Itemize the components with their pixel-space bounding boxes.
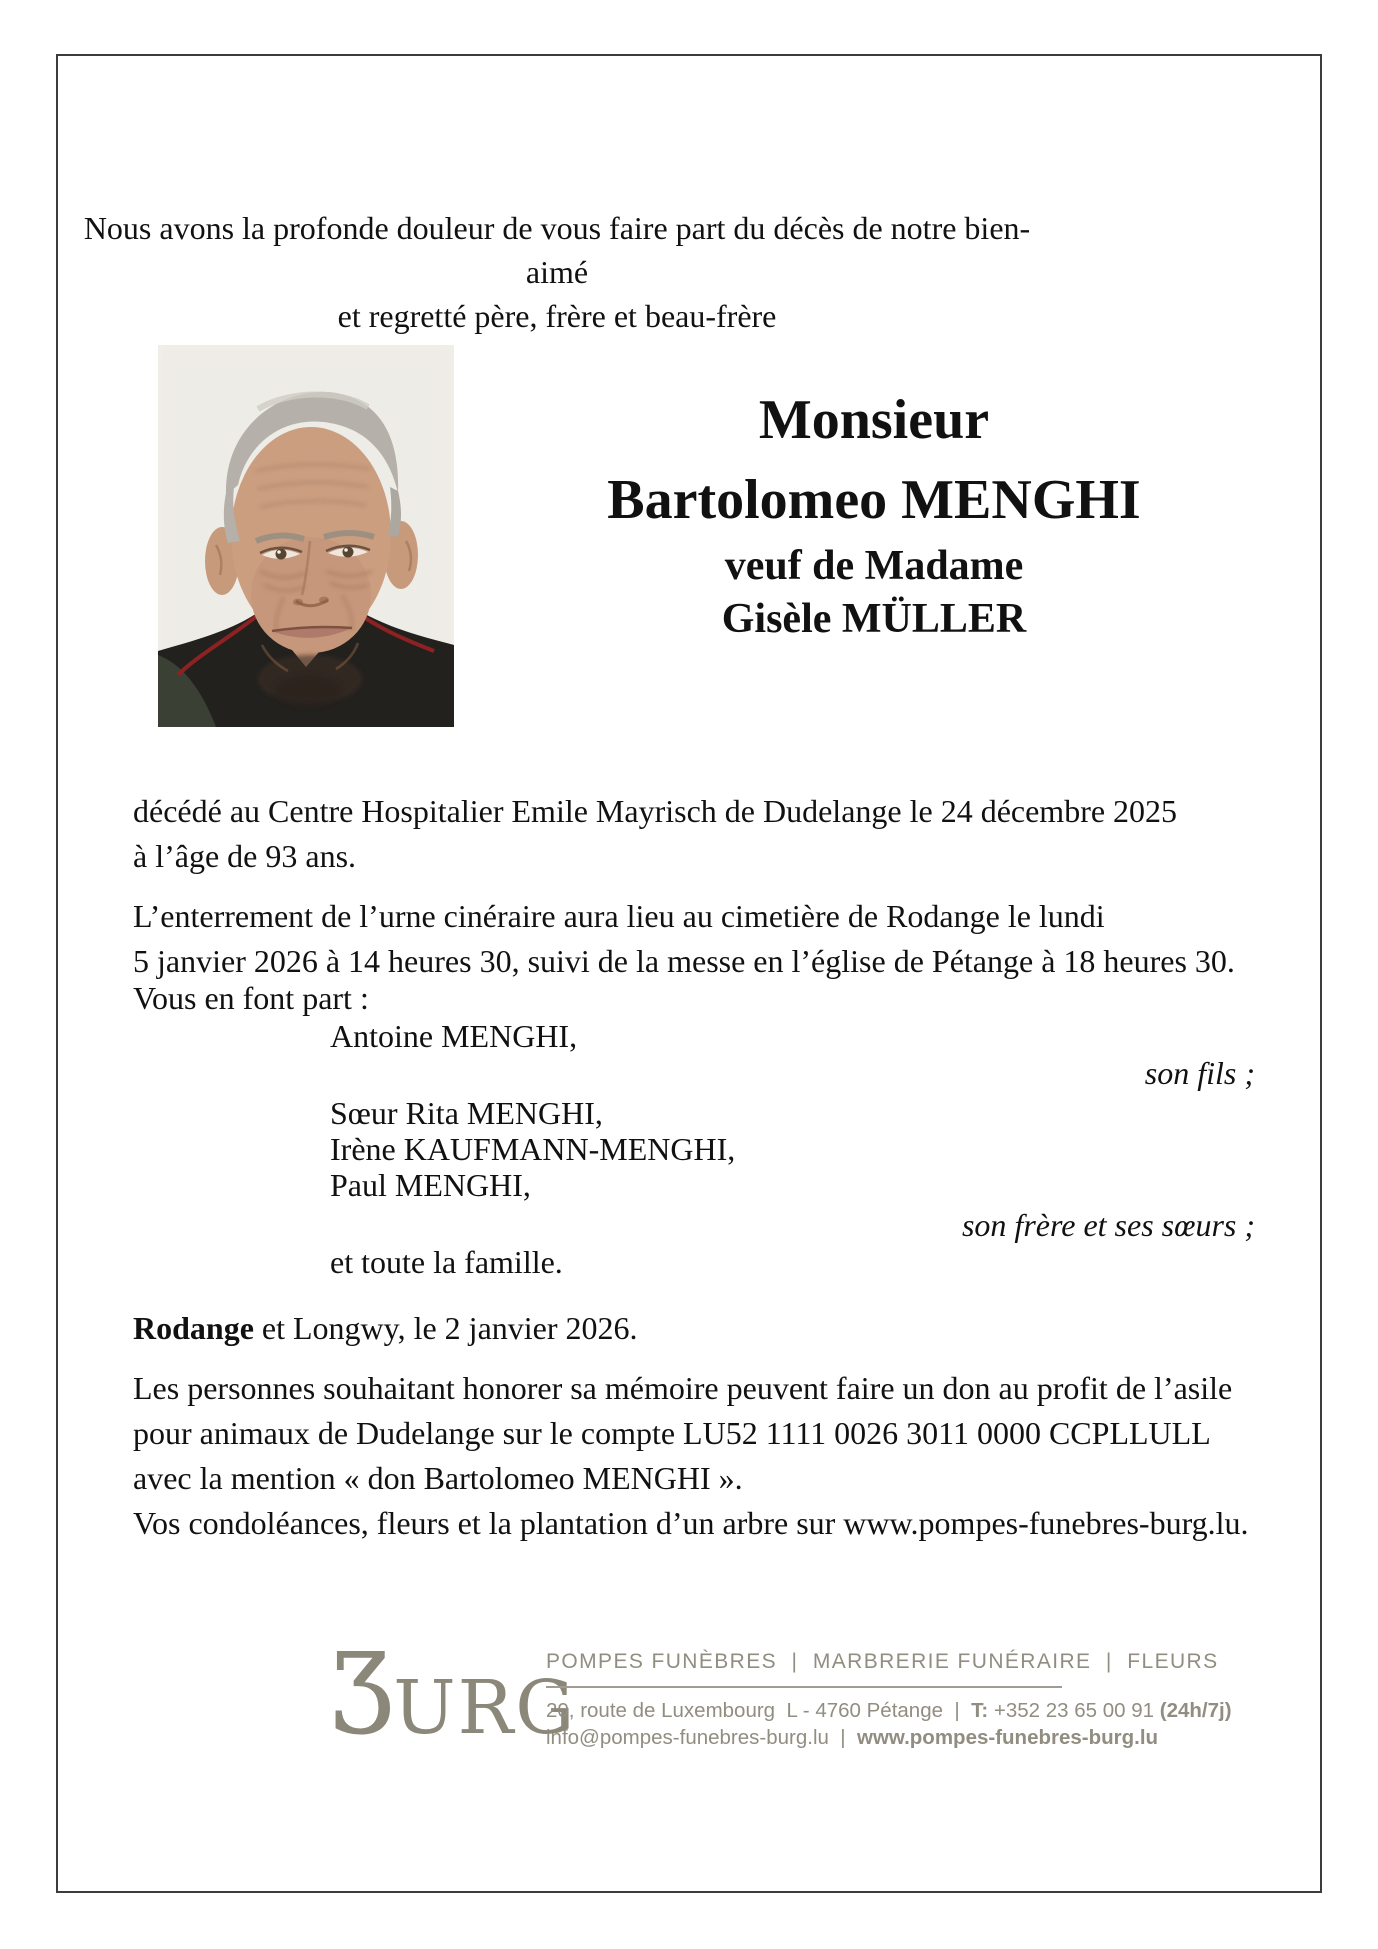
footer-website: www.pompes-funebres-burg.lu (857, 1726, 1159, 1749)
death-line-2: à l’âge de 93 ans. (133, 838, 357, 874)
burg-logo-glyph: Ʒ (330, 1630, 394, 1760)
family-son: Antoine MENGHI, (330, 1018, 578, 1054)
condolences-line: Vos condoléances, fleurs et la plantation d’un arbre sur www.pompes-funebres-burg.lu. (133, 1505, 1249, 1541)
family-sister2: Irène KAUFMANN-MENGHI, (330, 1131, 736, 1167)
place-date-rest: et Longwy, le 2 janvier 2026. (253, 1310, 638, 1346)
place-date-line (133, 1306, 638, 1351)
portrait-photo (158, 345, 454, 727)
deceased-name: Bartolomeo MENGHI (607, 469, 1141, 531)
deceased-salutation: Monsieur (758, 389, 990, 451)
burg-logo (330, 1630, 577, 1760)
family-rest: et toute la famille. (330, 1244, 563, 1280)
spouse-name: Gisèle MÜLLER (721, 596, 1027, 642)
family-son-relation: son fils ; (1144, 1055, 1255, 1091)
donation-line-1: Les personnes souhaitant honorer sa mémoire peuvent faire un don au profit de l’asile (133, 1370, 1233, 1406)
footer-separator-line (546, 1686, 1062, 1688)
family-sister1: Sœur Rita MENGHI, (330, 1095, 603, 1131)
burial-line-2: 5 janvier 2026 à 14 heures 30, suivi de la messe en l’église de Pétange à 18 heures 30. (133, 943, 1235, 979)
announcement-intro: Vous en font part : (133, 980, 369, 1016)
intro-line-1: Nous avons la profonde douleur de vous faire part du décès de notre bien-aimé (83, 210, 1031, 290)
family-siblings-relation: son frère et ses sœurs ; (961, 1207, 1255, 1243)
footer-services-line: POMPES FUNÈBRES | MARBRERIE FUNÉRAIRE | FLEURS (546, 1650, 1219, 1673)
footer-hours-badge: (24h/7j) (1159, 1699, 1232, 1722)
footer-phone-label: T: (971, 1699, 989, 1722)
intro-line-2: et regretté père, frère et beau-frère (337, 298, 777, 334)
footer-contact-separator: | (828, 1726, 858, 1749)
donation-line-3: avec la mention « don Bartolomeo MENGHI ». (133, 1460, 743, 1496)
burial-line-1: L’enterrement de l’urne cinéraire aura lieu au cimetière de Rodange le lundi (133, 898, 1105, 934)
footer-contact-line (546, 1726, 1159, 1750)
footer-phone-number: +352 23 65 00 91 (988, 1699, 1160, 1722)
footer-email: info@pompes-funebres-burg.lu (546, 1726, 829, 1749)
portrait-photo-image (158, 345, 454, 727)
family-brother: Paul MENGHI, (330, 1167, 531, 1203)
footer-address: 20, route de Luxembourg L - 4760 Pétange | (546, 1699, 972, 1722)
donation-line-2: pour animaux de Dudelange sur le compte LU52 1111 0026 3011 0000 CCPLLULL (133, 1415, 1211, 1451)
death-line-1: décédé au Centre Hospitalier Emile Mayrisch de Dudelange le 24 décembre 2025 (133, 793, 1178, 829)
place-bold: Rodange (133, 1310, 254, 1346)
widower-line: veuf de Madame (724, 543, 1024, 589)
deceased-title-block (458, 380, 1290, 646)
burg-logo-rest: URG (393, 1665, 577, 1751)
intro-paragraph (56, 206, 1058, 338)
footer-address-line (546, 1699, 1232, 1723)
